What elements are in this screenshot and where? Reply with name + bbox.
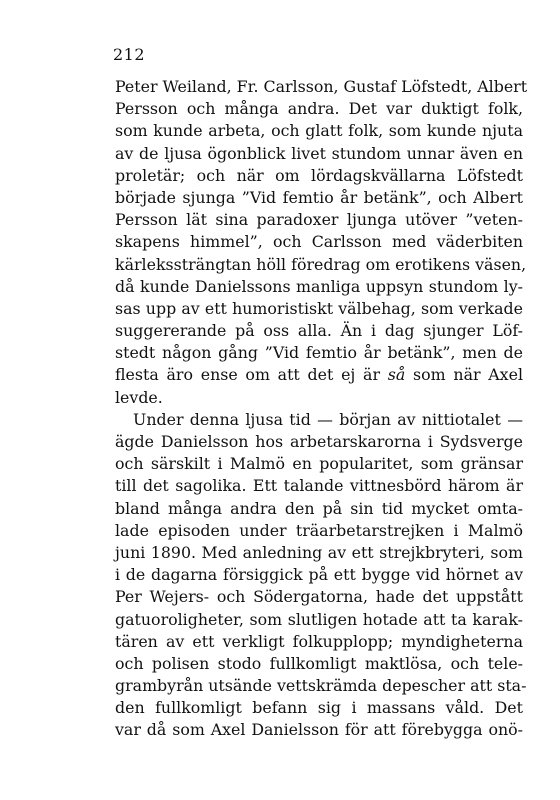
text-line: som kunde arbeta, och glatt folk, som kunde njuta (115, 121, 523, 141)
text-segment: flesta äro ense om att det ej är (115, 365, 381, 385)
text-segment: som när Axel (405, 365, 523, 385)
text-line: skapens himmel”, och Carlsson med väderbiten (115, 232, 523, 252)
text-line: Peter Weiland, Fr. Carlsson, Gustaf Löfstedt, Albert (115, 77, 528, 96)
text-line: var då som Axel Danielsson för att förebygga onö- (115, 720, 523, 740)
text-line: och polisen stodo fullkomligt maktlösa, och tele- (115, 653, 523, 673)
text-line: bland många andra den på sin tid mycket omta- (115, 498, 523, 518)
text-line: stedt någon gång ”Vid femtio år betänk”, men de (115, 343, 523, 363)
text-line: gatuoroligheter, som slutligen hotade att ta karak- (115, 609, 523, 629)
text-line: levde. (115, 387, 163, 407)
text-line: sas upp av ett humoristiskt välbehag, som verkade (115, 298, 523, 318)
text-line: då kunde Danielssons manliga uppsyn stundom ly- (115, 276, 523, 296)
text-line: ägde Danielsson hos arbetarskarorna i Sydsverge (115, 432, 523, 451)
text-line: Per Wejers- och Södergatorna, hade det uppstått (115, 587, 523, 607)
text-line: till det sagolika. Ett talande vittnesbörd härom är (115, 476, 523, 496)
text-line: tären av ett verkligt folkupplopp; myndigheterna (115, 631, 523, 651)
paragraph-2 (115, 409, 527, 742)
text-line: kärlekssträngtan höll föredrag om erotikens väsen, (115, 254, 527, 274)
text-line: lade episoden under träarbetarstrejken i Malmö (115, 520, 523, 540)
emphasized-word: så (387, 365, 406, 385)
text-line: suggererande på oss alla. Än i dag sjunger Löf- (115, 321, 523, 341)
text-line: proletär; och när om lördagskvällarna Löfstedt (115, 165, 523, 185)
body-text (115, 76, 528, 742)
page-number: 212 (113, 45, 146, 64)
text-line: Persson och många andra. Det var duktigt folk, (115, 99, 523, 119)
text-line: i de dagarna försiggick på ett bygge vid hörnet av (115, 565, 523, 585)
text-line: av de ljusa ögonblick livet stundom unnar även en (115, 143, 523, 163)
text-line: började sjunga ”Vid femtio år betänk”, och Albert (115, 187, 523, 207)
paragraph-1 (115, 76, 528, 409)
text-line: Persson lät sina paradoxer ljunga utöver ”veten- (115, 210, 523, 230)
text-line: grambyrån utsände vettskrämda depescher att sta- (115, 676, 527, 696)
text-line: och särskilt i Malmö en popularitet, som gränsar (115, 454, 523, 474)
text-line: juni 1890. Med anledning av ett strejkbryteri, som (115, 542, 523, 562)
text-line (115, 364, 523, 386)
text-line: Under denna ljusa tid — början av nittiotalet — (133, 409, 523, 429)
text-line: den fullkomligt befann sig i massans våld. Det (115, 698, 523, 718)
